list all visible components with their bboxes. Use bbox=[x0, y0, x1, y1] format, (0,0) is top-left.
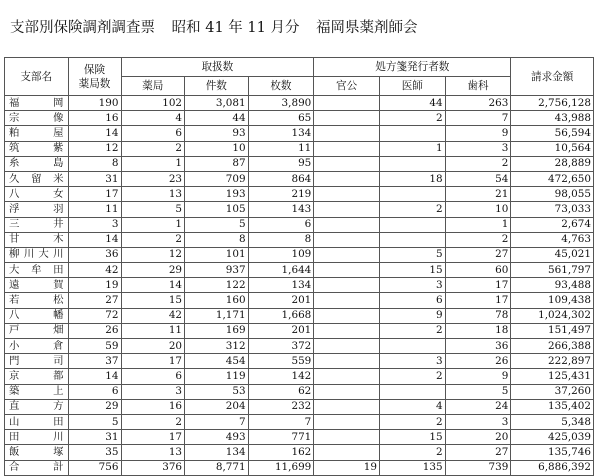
branch-name: 三井 bbox=[5, 217, 69, 232]
branch-name: 久留米 bbox=[5, 171, 69, 186]
pharmacy-count: 5 bbox=[121, 202, 185, 217]
sheets-count: 109 bbox=[248, 247, 314, 262]
sheets-count: 1,644 bbox=[248, 263, 314, 278]
table-row bbox=[5, 430, 594, 445]
header-amount: 請求金額 bbox=[511, 58, 594, 96]
branch-name: 八女 bbox=[5, 187, 69, 202]
pharmacy-count: 14 bbox=[121, 278, 185, 293]
branch-name: 門司 bbox=[5, 354, 69, 369]
sheets-count: 372 bbox=[248, 339, 314, 354]
cases-count: 1,171 bbox=[185, 308, 249, 323]
doctor-count: 5 bbox=[379, 247, 445, 262]
branch-name: 八幡 bbox=[5, 308, 69, 323]
public-count bbox=[314, 217, 380, 232]
dental-count: 54 bbox=[445, 171, 511, 186]
pharmacy-count: 17 bbox=[121, 430, 185, 445]
pharmacies-count: 11 bbox=[68, 202, 121, 217]
header-issuers: 処方箋発行者数 bbox=[314, 58, 511, 77]
claim-amount: 561,797 bbox=[511, 263, 594, 278]
pharmacies-count: 3 bbox=[68, 217, 121, 232]
sheets-count: 65 bbox=[248, 111, 314, 126]
doctor-count: 4 bbox=[379, 399, 445, 414]
doctor-count bbox=[379, 187, 445, 202]
total-amount: 6,886,392 bbox=[511, 460, 594, 475]
claim-amount: 135,402 bbox=[511, 399, 594, 414]
claim-amount: 125,431 bbox=[511, 369, 594, 384]
dental-count: 17 bbox=[445, 278, 511, 293]
claim-amount: 266,388 bbox=[511, 339, 594, 354]
pharmacy-count: 2 bbox=[121, 414, 185, 429]
header-branch: 支部名 bbox=[5, 58, 69, 96]
pharmacies-count: 31 bbox=[68, 171, 121, 186]
doctor-count bbox=[379, 217, 445, 232]
claim-amount: 45,021 bbox=[511, 247, 594, 262]
pharmacy-count: 15 bbox=[121, 293, 185, 308]
branch-name: 糸島 bbox=[5, 156, 69, 171]
sheets-count: 232 bbox=[248, 399, 314, 414]
dental-count: 36 bbox=[445, 339, 511, 354]
pharmacy-count: 102 bbox=[121, 96, 185, 111]
dental-count: 60 bbox=[445, 263, 511, 278]
claim-amount: 43,988 bbox=[511, 111, 594, 126]
table-row bbox=[5, 141, 594, 156]
public-count bbox=[314, 141, 380, 156]
cases-count: 5 bbox=[185, 217, 249, 232]
cases-count: 169 bbox=[185, 323, 249, 338]
dental-count: 21 bbox=[445, 187, 511, 202]
pharmacy-count: 17 bbox=[121, 354, 185, 369]
pharmacy-count: 6 bbox=[121, 126, 185, 141]
claim-amount: 28,889 bbox=[511, 156, 594, 171]
table-row bbox=[5, 354, 594, 369]
dental-count: 263 bbox=[445, 96, 511, 111]
branch-name: 京都 bbox=[5, 369, 69, 384]
table-row bbox=[5, 232, 594, 247]
report-title bbox=[10, 16, 418, 37]
pharmacies-count: 35 bbox=[68, 445, 121, 460]
public-count bbox=[314, 354, 380, 369]
claim-amount: 222,897 bbox=[511, 354, 594, 369]
dental-count: 27 bbox=[445, 247, 511, 262]
document-title: 支部別保険調剤調査票 bbox=[10, 20, 155, 36]
pharmacy-count: 23 bbox=[121, 171, 185, 186]
dental-count: 26 bbox=[445, 354, 511, 369]
cases-count: 105 bbox=[185, 202, 249, 217]
claim-amount: 98,055 bbox=[511, 187, 594, 202]
table-row bbox=[5, 263, 594, 278]
dental-count: 9 bbox=[445, 369, 511, 384]
doctor-count bbox=[379, 339, 445, 354]
table-row bbox=[5, 384, 594, 399]
cases-count: 160 bbox=[185, 293, 249, 308]
dental-count: 1 bbox=[445, 217, 511, 232]
branch-name: 築上 bbox=[5, 384, 69, 399]
branch-name: 田川 bbox=[5, 430, 69, 445]
cases-count: 134 bbox=[185, 445, 249, 460]
header-pharmacies-line1: 保険 bbox=[83, 63, 106, 76]
dental-count: 20 bbox=[445, 430, 511, 445]
pharmacies-count: 26 bbox=[68, 323, 121, 338]
cases-count: 193 bbox=[185, 187, 249, 202]
dental-count: 2 bbox=[445, 156, 511, 171]
public-count bbox=[314, 430, 380, 445]
sheets-count: 8 bbox=[248, 232, 314, 247]
header-handling: 取扱数 bbox=[121, 58, 314, 77]
public-count bbox=[314, 202, 380, 217]
report-period: 昭和 41 年 11 月分 bbox=[171, 20, 300, 36]
cases-count: 119 bbox=[185, 369, 249, 384]
dental-count: 5 bbox=[445, 384, 511, 399]
sheets-count: 143 bbox=[248, 202, 314, 217]
dental-count: 10 bbox=[445, 202, 511, 217]
public-count bbox=[314, 278, 380, 293]
pharmacy-count: 11 bbox=[121, 323, 185, 338]
public-count bbox=[314, 323, 380, 338]
public-count bbox=[314, 369, 380, 384]
pharmacy-count: 3 bbox=[121, 384, 185, 399]
total-label: 合計 bbox=[5, 460, 69, 475]
cases-count: 454 bbox=[185, 354, 249, 369]
pharmacies-count: 36 bbox=[68, 247, 121, 262]
sheets-count: 134 bbox=[248, 126, 314, 141]
dental-count: 9 bbox=[445, 126, 511, 141]
sheets-count: 162 bbox=[248, 445, 314, 460]
dental-count: 18 bbox=[445, 323, 511, 338]
claim-amount: 2,756,128 bbox=[511, 96, 594, 111]
pharmacies-count: 6 bbox=[68, 384, 121, 399]
branch-name: 遠賀 bbox=[5, 278, 69, 293]
table-row bbox=[5, 445, 594, 460]
pharmacies-count: 72 bbox=[68, 308, 121, 323]
pharmacy-count: 4 bbox=[121, 111, 185, 126]
pharmacy-count: 1 bbox=[121, 156, 185, 171]
doctor-count bbox=[379, 156, 445, 171]
cases-count: 10 bbox=[185, 141, 249, 156]
cases-count: 937 bbox=[185, 263, 249, 278]
table-row bbox=[5, 202, 594, 217]
table-row bbox=[5, 323, 594, 338]
pharmacies-count: 16 bbox=[68, 111, 121, 126]
public-count bbox=[314, 339, 380, 354]
cases-count: 122 bbox=[185, 278, 249, 293]
branch-name: 宗像 bbox=[5, 111, 69, 126]
doctor-count bbox=[379, 384, 445, 399]
sheets-count: 201 bbox=[248, 323, 314, 338]
claim-amount: 56,594 bbox=[511, 126, 594, 141]
public-count bbox=[314, 96, 380, 111]
sheets-count: 142 bbox=[248, 369, 314, 384]
branch-name: 直方 bbox=[5, 399, 69, 414]
dental-count: 3 bbox=[445, 141, 511, 156]
doctor-count bbox=[379, 232, 445, 247]
sheets-count: 3,890 bbox=[248, 96, 314, 111]
public-count bbox=[314, 156, 380, 171]
pharmacies-count: 5 bbox=[68, 414, 121, 429]
claim-amount: 73,033 bbox=[511, 202, 594, 217]
claim-amount: 109,438 bbox=[511, 293, 594, 308]
pharmacies-count: 59 bbox=[68, 339, 121, 354]
doctor-count: 2 bbox=[379, 323, 445, 338]
dental-count: 27 bbox=[445, 445, 511, 460]
total-pharmacies: 756 bbox=[68, 460, 121, 475]
table-row bbox=[5, 217, 594, 232]
total-dental: 739 bbox=[445, 460, 511, 475]
branch-name: 小倉 bbox=[5, 339, 69, 354]
public-count bbox=[314, 399, 380, 414]
public-count bbox=[314, 263, 380, 278]
claim-amount: 1,024,302 bbox=[511, 308, 594, 323]
total-doctor: 135 bbox=[379, 460, 445, 475]
doctor-count: 15 bbox=[379, 263, 445, 278]
branch-name: 筑紫 bbox=[5, 141, 69, 156]
table-row bbox=[5, 96, 594, 111]
claim-amount: 10,564 bbox=[511, 141, 594, 156]
claim-amount: 4,763 bbox=[511, 232, 594, 247]
sheets-count: 864 bbox=[248, 171, 314, 186]
pharmacies-count: 14 bbox=[68, 369, 121, 384]
table-row bbox=[5, 293, 594, 308]
pharmacy-count: 42 bbox=[121, 308, 185, 323]
branch-name: 浮羽 bbox=[5, 202, 69, 217]
branch-name: 若松 bbox=[5, 293, 69, 308]
dental-count: 24 bbox=[445, 399, 511, 414]
pharmacy-count: 29 bbox=[121, 263, 185, 278]
table-row bbox=[5, 111, 594, 126]
doctor-count: 18 bbox=[379, 171, 445, 186]
branch-name: 甘木 bbox=[5, 232, 69, 247]
table-row bbox=[5, 339, 594, 354]
sheets-count: 95 bbox=[248, 156, 314, 171]
public-count bbox=[314, 171, 380, 186]
pharmacies-count: 27 bbox=[68, 293, 121, 308]
sheets-count: 771 bbox=[248, 430, 314, 445]
table-row bbox=[5, 414, 594, 429]
pharmacies-count: 37 bbox=[68, 354, 121, 369]
total-public: 19 bbox=[314, 460, 380, 475]
cases-count: 53 bbox=[185, 384, 249, 399]
branch-name: 粕屋 bbox=[5, 126, 69, 141]
table-body bbox=[5, 96, 594, 476]
pharmacies-count: 17 bbox=[68, 187, 121, 202]
table-row bbox=[5, 308, 594, 323]
table-row bbox=[5, 171, 594, 186]
header-pharmacies-line2: 薬局数 bbox=[78, 77, 111, 90]
doctor-count: 2 bbox=[379, 111, 445, 126]
public-count bbox=[314, 308, 380, 323]
claim-amount: 37,260 bbox=[511, 384, 594, 399]
sheets-count: 7 bbox=[248, 414, 314, 429]
claim-amount: 472,650 bbox=[511, 171, 594, 186]
dental-count: 3 bbox=[445, 414, 511, 429]
cases-count: 101 bbox=[185, 247, 249, 262]
total-cases: 8,771 bbox=[185, 460, 249, 475]
public-count bbox=[314, 126, 380, 141]
table-row bbox=[5, 278, 594, 293]
doctor-count: 2 bbox=[379, 414, 445, 429]
header-dental: 歯科 bbox=[445, 77, 511, 96]
header-doctor: 医師 bbox=[379, 77, 445, 96]
cases-count: 44 bbox=[185, 111, 249, 126]
table-row bbox=[5, 369, 594, 384]
pharmacy-count: 13 bbox=[121, 445, 185, 460]
pharmacies-count: 8 bbox=[68, 156, 121, 171]
sheets-count: 134 bbox=[248, 278, 314, 293]
claim-amount: 5,348 bbox=[511, 414, 594, 429]
branch-name: 飯塚 bbox=[5, 445, 69, 460]
public-count bbox=[314, 187, 380, 202]
doctor-count bbox=[379, 126, 445, 141]
pharmacy-count: 13 bbox=[121, 187, 185, 202]
doctor-count: 9 bbox=[379, 308, 445, 323]
sheets-count: 559 bbox=[248, 354, 314, 369]
header-pharmacy: 薬局 bbox=[121, 77, 185, 96]
cases-count: 709 bbox=[185, 171, 249, 186]
claim-amount: 425,039 bbox=[511, 430, 594, 445]
pharmacies-count: 190 bbox=[68, 96, 121, 111]
cases-count: 87 bbox=[185, 156, 249, 171]
total-pharmacy: 376 bbox=[121, 460, 185, 475]
table-header bbox=[5, 58, 594, 96]
doctor-count: 2 bbox=[379, 369, 445, 384]
cases-count: 93 bbox=[185, 126, 249, 141]
cases-count: 312 bbox=[185, 339, 249, 354]
doctor-count: 3 bbox=[379, 354, 445, 369]
dental-count: 78 bbox=[445, 308, 511, 323]
pharmacy-count: 12 bbox=[121, 247, 185, 262]
total-row bbox=[5, 460, 594, 475]
sheets-count: 11 bbox=[248, 141, 314, 156]
branch-name: 山田 bbox=[5, 414, 69, 429]
branch-name: 戸畑 bbox=[5, 323, 69, 338]
public-count bbox=[314, 111, 380, 126]
pharmacies-count: 31 bbox=[68, 430, 121, 445]
cases-count: 493 bbox=[185, 430, 249, 445]
dental-count: 7 bbox=[445, 111, 511, 126]
table-row bbox=[5, 399, 594, 414]
header-cases: 件数 bbox=[185, 77, 249, 96]
survey-table bbox=[4, 57, 594, 476]
header-public: 官公 bbox=[314, 77, 380, 96]
sheets-count: 201 bbox=[248, 293, 314, 308]
branch-name: 福岡 bbox=[5, 96, 69, 111]
cases-count: 8 bbox=[185, 232, 249, 247]
pharmacies-count: 14 bbox=[68, 232, 121, 247]
pharmacy-count: 6 bbox=[121, 369, 185, 384]
claim-amount: 135,746 bbox=[511, 445, 594, 460]
pharmacy-count: 2 bbox=[121, 141, 185, 156]
table-row bbox=[5, 156, 594, 171]
doctor-count: 44 bbox=[379, 96, 445, 111]
pharmacies-count: 12 bbox=[68, 141, 121, 156]
sheets-count: 1,668 bbox=[248, 308, 314, 323]
public-count bbox=[314, 414, 380, 429]
pharmacy-count: 2 bbox=[121, 232, 185, 247]
public-count bbox=[314, 384, 380, 399]
pharmacy-count: 1 bbox=[121, 217, 185, 232]
table-row bbox=[5, 126, 594, 141]
sheets-count: 62 bbox=[248, 384, 314, 399]
table-row bbox=[5, 187, 594, 202]
claim-amount: 151,497 bbox=[511, 323, 594, 338]
pharmacies-count: 42 bbox=[68, 263, 121, 278]
branch-name: 柳川大川 bbox=[5, 247, 69, 262]
doctor-count: 2 bbox=[379, 445, 445, 460]
cases-count: 3,081 bbox=[185, 96, 249, 111]
doctor-count: 3 bbox=[379, 278, 445, 293]
header-pharmacies bbox=[68, 58, 121, 96]
cases-count: 204 bbox=[185, 399, 249, 414]
public-count bbox=[314, 247, 380, 262]
doctor-count: 6 bbox=[379, 293, 445, 308]
organization-name: 福岡県薬剤師会 bbox=[316, 20, 418, 36]
sheets-count: 219 bbox=[248, 187, 314, 202]
sheets-count: 6 bbox=[248, 217, 314, 232]
public-count bbox=[314, 232, 380, 247]
claim-amount: 93,488 bbox=[511, 278, 594, 293]
pharmacy-count: 20 bbox=[121, 339, 185, 354]
pharmacy-count: 16 bbox=[121, 399, 185, 414]
pharmacies-count: 19 bbox=[68, 278, 121, 293]
dental-count: 2 bbox=[445, 232, 511, 247]
cases-count: 7 bbox=[185, 414, 249, 429]
header-sheets: 枚数 bbox=[248, 77, 314, 96]
public-count bbox=[314, 445, 380, 460]
doctor-count: 2 bbox=[379, 202, 445, 217]
total-sheets: 11,699 bbox=[248, 460, 314, 475]
public-count bbox=[314, 293, 380, 308]
table-row bbox=[5, 247, 594, 262]
dental-count: 17 bbox=[445, 293, 511, 308]
claim-amount: 2,674 bbox=[511, 217, 594, 232]
pharmacies-count: 29 bbox=[68, 399, 121, 414]
doctor-count: 15 bbox=[379, 430, 445, 445]
doctor-count: 1 bbox=[379, 141, 445, 156]
pharmacies-count: 14 bbox=[68, 126, 121, 141]
branch-name: 大牟田 bbox=[5, 263, 69, 278]
